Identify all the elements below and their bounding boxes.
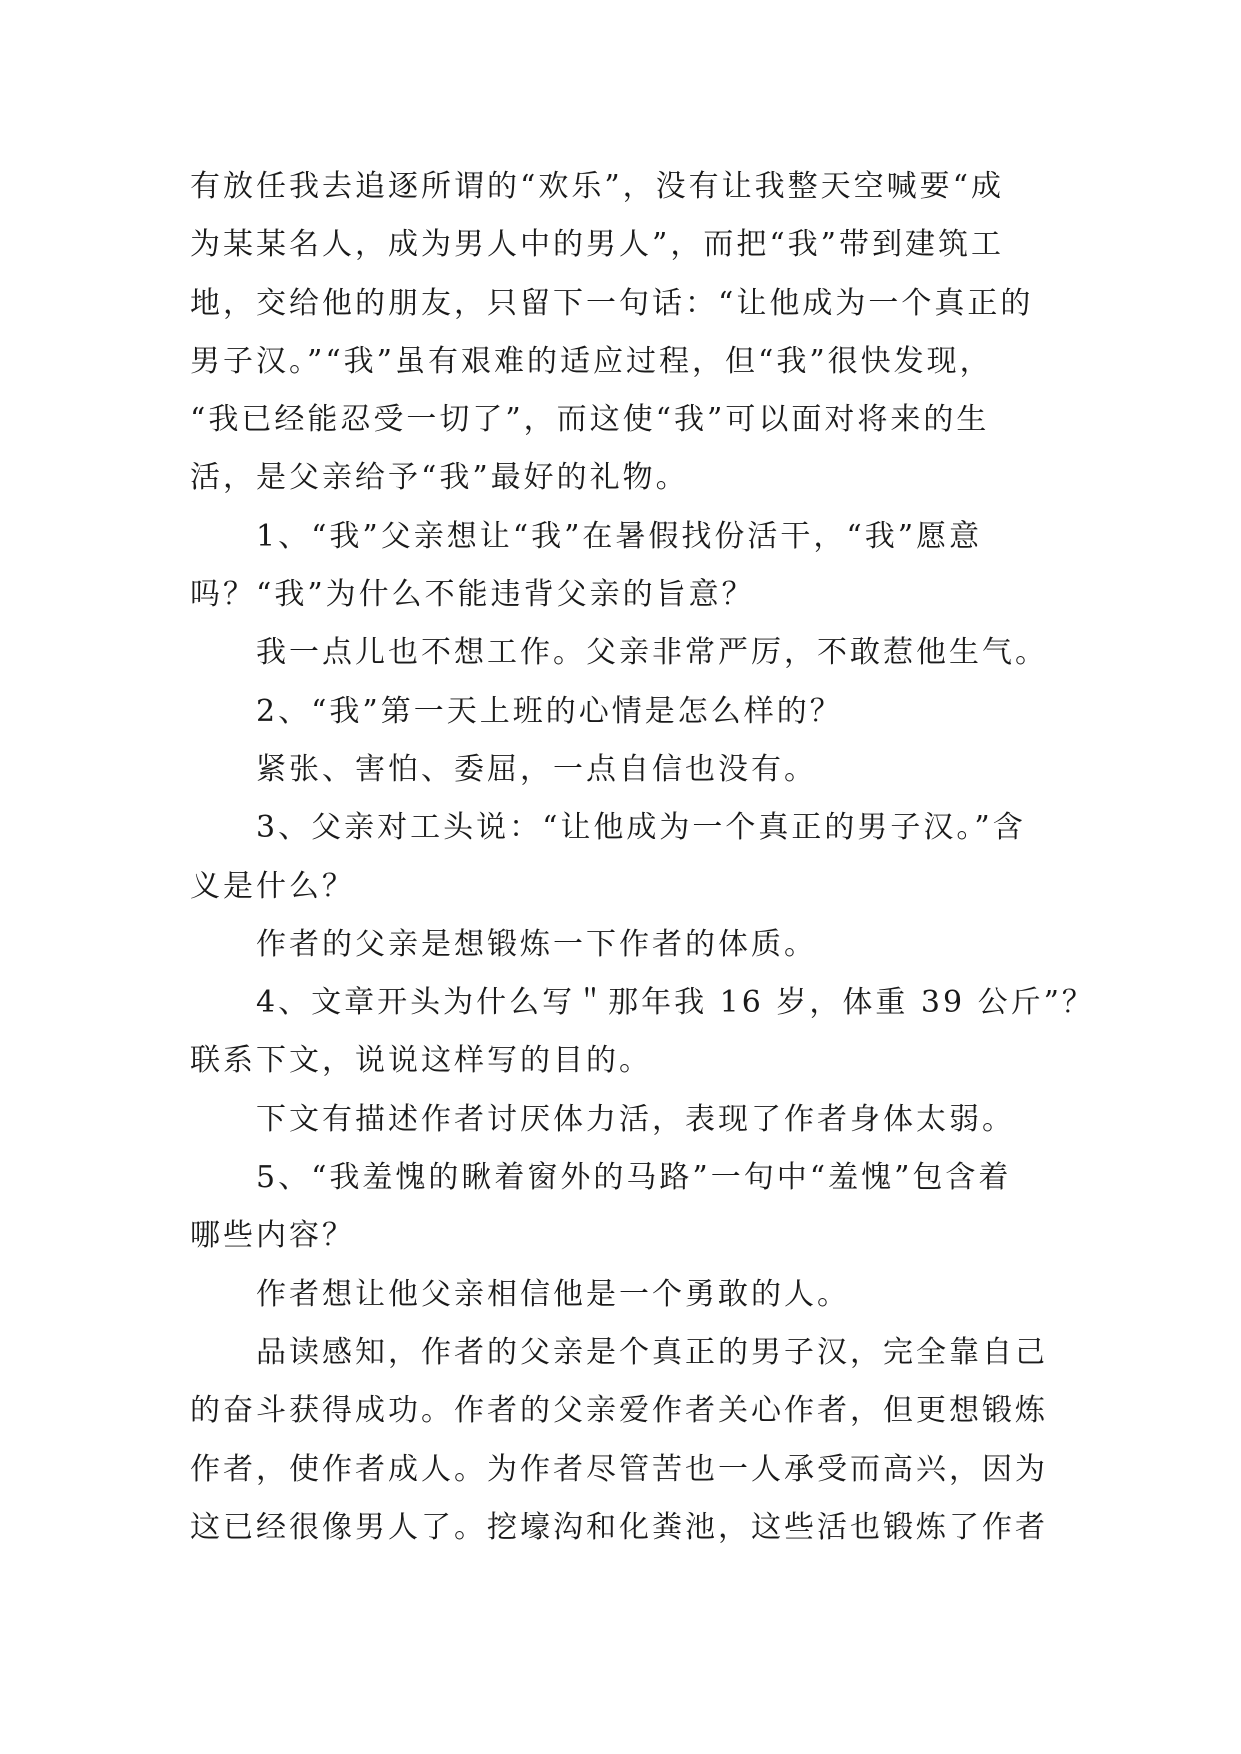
question-5: 5、“我羞愧的瞅着窗外的马路”一句中“羞愧”包含着 [256,1160,1012,1196]
text-line: 地，交给他的朋友，只留下一句话：“让他成为一个真正的 [190,285,1034,321]
question-3: 3、父亲对工头说：“让他成为一个真正的男子汉。”含 [256,810,1026,846]
answer-5: 作者想让他父亲相信他是一个勇敢的人。 [256,1276,850,1312]
text-line: “我已经能忍受一切了”，而这使“我”可以面对将来的生 [190,402,990,438]
body-text [190,158,1095,1557]
text-line: 联系下文，说说这样写的目的。 [190,1043,652,1079]
text-line: 吗？“我”为什么不能违背父亲的旨意？ [190,577,755,613]
question-2: 2、“我”第一天上班的心情是怎么样的？ [256,693,843,729]
text-line: 男子汉。”“我”虽有艰难的适应过程，但“我”很快发现， [190,343,993,379]
text-line: 哪些内容？ [190,1218,355,1254]
text-line: 活，是父亲给予“我”最好的礼物。 [190,460,689,496]
text-line: 这已经很像男人了。挖壕沟和化粪池，这些活也锻炼了作者 [190,1509,1048,1545]
answer-4: 下文有描述作者讨厌体力活，表现了作者身体太弱。 [256,1101,1015,1137]
text-line: 义是什么？ [190,868,355,904]
text-line: 有放任我去追逐所谓的“欢乐”，没有让我整天空喊要“成 [190,169,1005,204]
question-4: 4、文章开头为什么写＂那年我 16 岁，体重 39 公斤”？ [256,985,1095,1021]
question-1: 1、“我”父亲想让“我”在暑假找份活干，“我”愿意 [256,518,983,554]
text-line: 作者，使作者成人。为作者尽管苦也一人承受而高兴，因为 [190,1451,1048,1487]
summary-paragraph: 品读感知，作者的父亲是个真正的男子汉，完全靠自己 [256,1334,1048,1370]
answer-3: 作者的父亲是想锻炼一下作者的体质。 [256,926,817,962]
text-line: 的奋斗获得成功。作者的父亲爱作者关心作者，但更想锻炼 [190,1393,1048,1429]
answer-2: 紧张、害怕、委屈，一点自信也没有。 [256,751,817,787]
answer-1: 我一点儿也不想工作。父亲非常严厉，不敢惹他生气。 [256,635,1048,671]
text-line: 为某某名人，成为男人中的男人”，而把“我”带到建筑工 [190,227,1005,263]
